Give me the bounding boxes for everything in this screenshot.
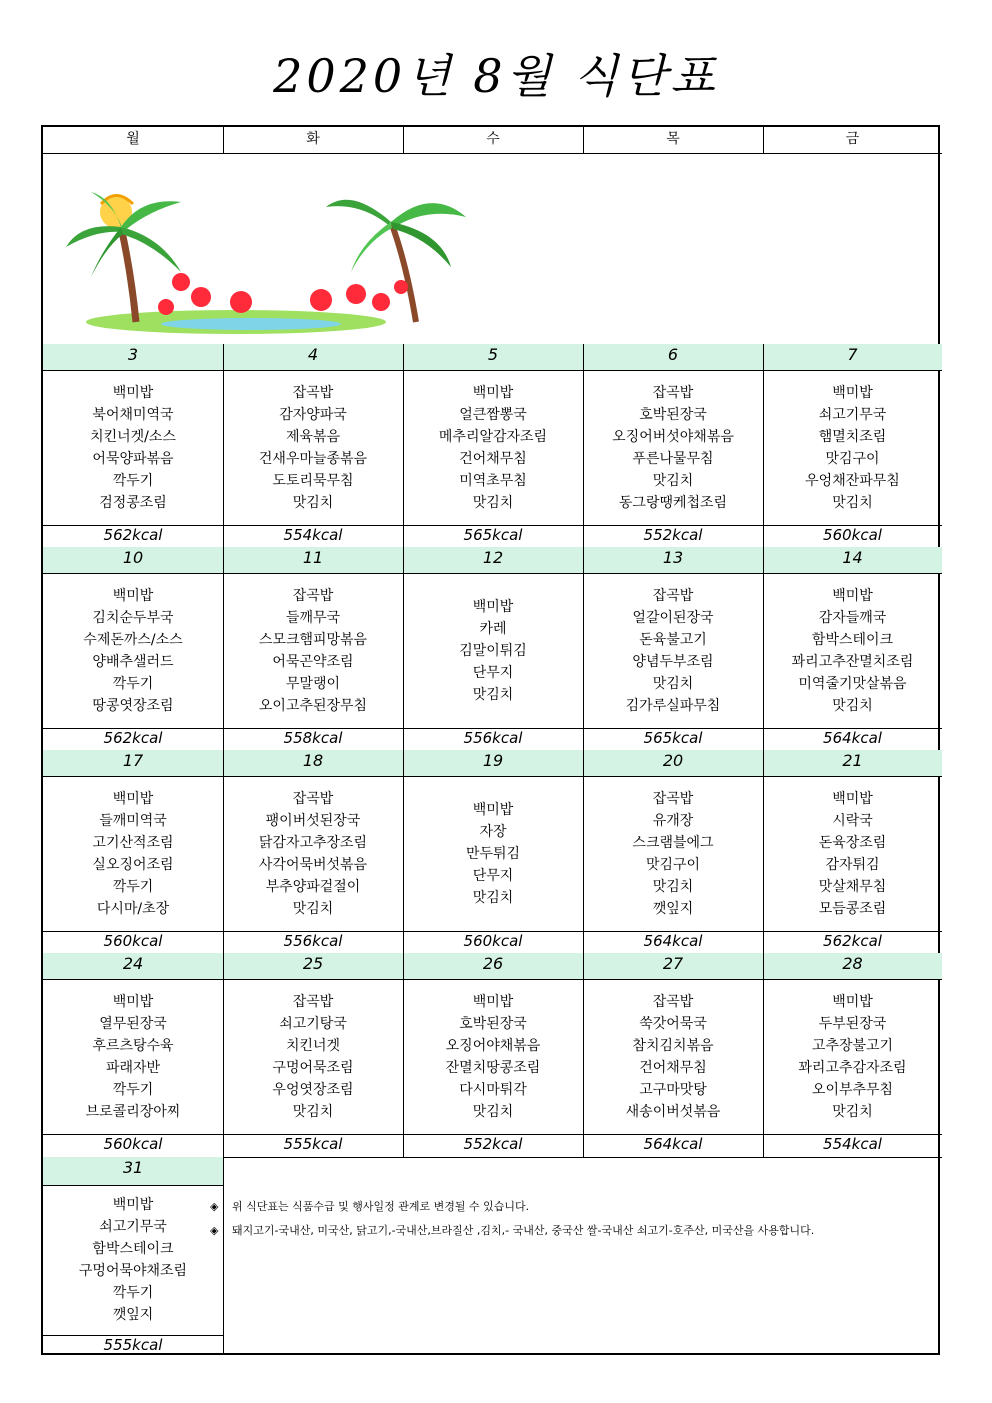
kcal-cell: 554kcal: [823, 1135, 882, 1153]
menu-cell: [763, 370, 942, 525]
menu-item: 깻잎지: [112, 1307, 154, 1323]
menu-item: 백미밥: [832, 587, 873, 604]
menu-item: 잡곡밥: [292, 384, 334, 401]
kcal-cell: 562kcal: [103, 526, 163, 544]
menu-item: 다시마튀각: [459, 1081, 527, 1098]
flowers: [158, 273, 408, 315]
grid-line: [583, 750, 584, 953]
date-cell: 6: [583, 344, 763, 370]
menu-item: 얼갈이된장국: [632, 609, 714, 626]
date-cell: 14: [763, 547, 942, 573]
note-text: 돼지고기-국내산, 미국산, 닭고기,-국내산,브라질산 ,김치,- 국내산, 중국산 쌀-국내산 쇠고기-호주산, 미국산을 사용합니다.: [232, 1224, 815, 1237]
menu-cell: [43, 370, 223, 525]
menu-item: 백미밥: [832, 790, 873, 807]
menu-item: 우엉엿장조림: [272, 1081, 354, 1098]
menu-item: 고기산적조림: [92, 834, 174, 851]
menu-item: 건새우마늘종볶음: [258, 450, 368, 467]
menu-item: 백미밥: [472, 598, 514, 615]
date-cell: 24: [43, 953, 223, 979]
menu-item: 열무된장국: [99, 1015, 167, 1032]
menu-cell: [43, 776, 223, 931]
grid-line: [763, 953, 764, 1157]
note-bullet: ◈: [210, 1200, 219, 1213]
date-cell: 20: [583, 750, 763, 776]
menu-cell: [223, 979, 403, 1134]
menu-item: 만두튀김: [465, 845, 521, 862]
menu-item: 호박된장국: [459, 1015, 527, 1032]
grid-line: [583, 344, 584, 547]
menu-item: 쇠고기무국: [818, 406, 887, 423]
kcal-cell: 560kcal: [463, 932, 523, 950]
menu-item: 돈육장조림: [818, 834, 887, 851]
grid-line: [763, 344, 764, 547]
menu-item: 팽이버섯된장국: [265, 812, 361, 829]
date-cell: 19: [403, 750, 583, 776]
grid-line: [403, 344, 404, 547]
menu-item: 고구마맛탕: [639, 1081, 707, 1098]
grid-line: [43, 931, 942, 932]
kcal-cell: 558kcal: [283, 729, 343, 747]
menu-item: 동그랑땡케첩조림: [618, 494, 728, 511]
menu-item: 검정콩조림: [99, 494, 167, 511]
menu-cell: [43, 1185, 223, 1335]
menu-item: 유개장: [652, 812, 694, 829]
menu-item: 백미밥: [472, 384, 514, 401]
grid-line: [583, 953, 584, 1157]
menu-cell: [403, 573, 583, 728]
menu-item: 백미밥: [112, 587, 154, 604]
kcal-cell: 552kcal: [463, 1135, 523, 1153]
menu-item: 백미밥: [472, 801, 514, 818]
date-cell: 21: [763, 750, 942, 776]
menu-cell: [763, 979, 942, 1134]
date-cell: 27: [583, 953, 763, 979]
menu-item: 두부된장국: [818, 1015, 887, 1032]
menu-item: 꽈리고추잔멸치조림: [791, 653, 914, 670]
date-cell: 17: [43, 750, 223, 776]
kcal-cell: 562kcal: [103, 729, 163, 747]
kcal-cell: 560kcal: [103, 932, 163, 950]
menu-item: 잡곡밥: [292, 587, 334, 604]
grid-line: [403, 750, 404, 953]
grid-line: [583, 547, 584, 750]
notes: [210, 1195, 814, 1243]
menu-cell: [403, 776, 583, 931]
date-cell: 13: [583, 547, 763, 573]
menu-item: 잡곡밥: [652, 384, 694, 401]
menu-item: 푸른나물무침: [632, 450, 714, 467]
date-cell: 31: [43, 1157, 223, 1185]
menu-item: 김가루실파무침: [625, 697, 721, 714]
grid-line: [43, 728, 942, 729]
menu-item: 잡곡밥: [652, 587, 694, 604]
menu-item: 맛김치: [292, 494, 334, 511]
date-cell: 10: [43, 547, 223, 573]
menu-cell: [583, 979, 763, 1134]
kcal-cell: 565kcal: [463, 526, 523, 544]
menu-item: 잔멸치땅콩조림: [445, 1059, 541, 1076]
menu-item: 오이부추무침: [811, 1081, 894, 1098]
menu-item: 깻잎지: [652, 900, 694, 917]
date-cell: 26: [403, 953, 583, 979]
kcal-cell: 564kcal: [643, 932, 703, 950]
grid-line: [223, 750, 224, 953]
menu-item: 맛김치: [832, 1103, 873, 1120]
menu-item: 맛김치: [832, 697, 873, 714]
day-header: 수: [486, 131, 500, 147]
menu-item: 자장: [479, 823, 507, 840]
palm-tree-illustration: [61, 182, 481, 342]
menu-item: 모듬콩조림: [818, 900, 887, 917]
grid-line: [403, 547, 404, 750]
menu-cell: [403, 370, 583, 525]
date-cell: 4: [223, 344, 403, 370]
date-cell: 7: [763, 344, 942, 370]
menu-item: 맛김구이: [645, 856, 701, 873]
menu-item: 어묵곤약조림: [272, 653, 354, 670]
menu-item: 얼큰짬뽕국: [459, 406, 527, 423]
menu-item: 백미밥: [112, 790, 154, 807]
menu-cell: [223, 370, 403, 525]
menu-item: 감자양파국: [279, 406, 347, 423]
menu-item: 맛김치: [832, 494, 873, 511]
menu-item: 부추양파겉절이: [265, 878, 361, 895]
grid-line: [403, 953, 404, 1157]
menu-item: 브로콜리장아찌: [85, 1103, 181, 1120]
menu-item: 도토리묵무침: [272, 472, 354, 489]
kcal-cell: 552kcal: [643, 526, 703, 544]
menu-item: 맛김치: [292, 1103, 334, 1120]
menu-item: 감자들깨국: [818, 609, 887, 626]
menu-item: 사각어묵버섯볶음: [258, 856, 368, 873]
grid-line: [223, 127, 224, 153]
menu-item: 미역줄기맛살볶음: [798, 675, 907, 692]
menu-item: 쑥갓어묵국: [639, 1015, 707, 1032]
page-title: 2020년 8월 식단표: [273, 49, 719, 103]
grid-line: [223, 547, 224, 750]
menu-item: 함박스테이크: [811, 631, 894, 648]
grid-line: [763, 750, 764, 953]
menu-item: 오징어야채볶음: [445, 1037, 541, 1054]
grid-line: [223, 344, 224, 547]
menu-item: 햄멸치조림: [818, 428, 887, 445]
menu-item: 깍두기: [112, 675, 154, 692]
grid-line: [43, 979, 942, 980]
date-cell: 12: [403, 547, 583, 573]
menu-item: 어묵양파볶음: [92, 450, 174, 467]
grid-line: [583, 127, 584, 153]
menu-item: 맛김치: [472, 686, 514, 703]
menu-item: 맛김치: [472, 494, 514, 511]
menu-item: 깍두기: [112, 1081, 154, 1098]
grid-line: [43, 573, 942, 574]
menu-item: 백미밥: [832, 384, 873, 401]
grid-line: [43, 370, 942, 371]
menu-item: 감자튀김: [825, 856, 880, 873]
menu-item: 꽈리고추감자조림: [798, 1059, 907, 1076]
menu-item: 들깨미역국: [99, 812, 167, 829]
menu-item: 닭감자고추장조림: [258, 834, 368, 851]
grid-line: [43, 776, 942, 777]
menu-item: 실오징어조림: [92, 856, 174, 873]
kcal-cell: 555kcal: [103, 1336, 163, 1354]
menu-item: 무말랭이: [285, 675, 341, 692]
menu-item: 건어채무침: [459, 450, 527, 467]
menu-item: 깍두기: [112, 1285, 154, 1301]
kcal-cell: 564kcal: [823, 729, 882, 747]
menu-item: 제육볶음: [285, 428, 341, 445]
menu-cell: [43, 573, 223, 728]
date-cell: 25: [223, 953, 403, 979]
menu-item: 고추장불고기: [811, 1037, 894, 1054]
menu-item: 깍두기: [112, 472, 154, 489]
menu-cell: [763, 776, 942, 931]
menu-item: 메추리알감자조림: [438, 428, 548, 445]
menu-item: 김치순두부국: [92, 609, 174, 626]
menu-item: 후르츠탕수육: [92, 1037, 174, 1054]
menu-item: 파래자반: [105, 1059, 161, 1076]
menu-item: 시락국: [832, 812, 873, 829]
kcal-cell: 562kcal: [823, 932, 882, 950]
menu-item: 맛김치: [472, 889, 514, 906]
menu-item: 백미밥: [112, 1197, 154, 1213]
menu-item: 미역초무침: [459, 472, 527, 489]
grid-line: [43, 1335, 223, 1336]
menu-item: 구멍어묵야채조림: [78, 1263, 188, 1279]
menu-item: 오이고추된장무침: [258, 697, 368, 714]
grid-line: [43, 1134, 942, 1135]
menu-item: 북어채미역국: [92, 406, 174, 423]
grid-line: [43, 525, 942, 526]
menu-item: 백미밥: [472, 993, 514, 1010]
menu-item: 맛김치: [472, 1103, 514, 1120]
day-header: 화: [306, 131, 320, 147]
day-header: 목: [666, 131, 680, 147]
menu-item: 카레: [479, 620, 507, 637]
menu-item: 우엉채잔파무침: [805, 472, 900, 489]
grid-line: [43, 1185, 223, 1186]
menu-item: 호박된장국: [639, 406, 707, 423]
menu-item: 잡곡밥: [292, 993, 334, 1010]
date-cell: 5: [403, 344, 583, 370]
menu-item: 김말이튀김: [459, 642, 527, 659]
menu-item: 구멍어묵조림: [272, 1059, 354, 1076]
grid-line: [403, 127, 404, 153]
kcal-cell: 564kcal: [643, 1135, 703, 1153]
menu-item: 다시마/초장: [96, 900, 170, 917]
menu-item: 백미밥: [112, 993, 154, 1010]
day-header: 월: [126, 131, 140, 147]
kcal-cell: 556kcal: [283, 932, 343, 950]
menu-item: 단무지: [472, 664, 514, 681]
note-item: [210, 1219, 814, 1243]
menu-item: 맛김치: [292, 900, 334, 917]
menu-item: 스크램블에그: [632, 834, 714, 851]
menu-item: 쇠고기무국: [99, 1219, 167, 1235]
menu-cell: [223, 776, 403, 931]
menu-item: 들깨무국: [285, 609, 341, 626]
menu-item: 쇠고기탕국: [279, 1015, 347, 1032]
menu-item: 함박스테이크: [92, 1241, 174, 1257]
menu-item: 참치김치볶음: [632, 1037, 714, 1054]
menu-cell: [583, 573, 763, 728]
menu-item: 맛김치: [652, 878, 694, 895]
menu-item: 수제돈까스/소스: [83, 631, 183, 648]
note-bullet: ◈: [210, 1224, 219, 1237]
menu-item: 치킨너겟: [285, 1037, 341, 1054]
menu-item: 깍두기: [112, 878, 154, 895]
grid-line: [223, 953, 224, 1157]
menu-cell: [223, 573, 403, 728]
kcal-cell: 560kcal: [823, 526, 882, 544]
date-cell: 11: [223, 547, 403, 573]
note-item: [210, 1195, 814, 1219]
kcal-cell: 565kcal: [643, 729, 703, 747]
kcal-cell: 554kcal: [283, 526, 343, 544]
date-cell: 18: [223, 750, 403, 776]
kcal-cell: 560kcal: [103, 1135, 163, 1153]
menu-item: 돈육불고기: [639, 631, 707, 648]
menu-item: 백미밥: [112, 384, 154, 401]
grid-line: [763, 127, 764, 153]
menu-item: 맛김치: [652, 472, 694, 489]
menu-item: 양념두부조림: [632, 653, 714, 670]
menu-cell: [403, 979, 583, 1134]
grid-line: [763, 547, 764, 750]
menu-item: 스모크햄피망볶음: [258, 631, 368, 648]
menu-item: 백미밥: [832, 993, 873, 1010]
menu-item: 잡곡밥: [292, 790, 334, 807]
menu-item: 치킨너겟/소스: [90, 428, 176, 445]
menu-item: 맛김치: [652, 675, 694, 692]
menu-item: 새송이버섯볶음: [625, 1103, 721, 1120]
menu-item: 맛김구이: [825, 450, 880, 467]
grid-line: [223, 1157, 224, 1355]
menu-item: 맛살채무침: [818, 878, 887, 895]
grid-line: [43, 153, 942, 154]
date-cell: 28: [763, 953, 942, 979]
menu-item: 양배추샐러드: [92, 653, 174, 670]
kcal-cell: 555kcal: [283, 1135, 343, 1153]
menu-item: 잡곡밥: [652, 790, 694, 807]
kcal-cell: 556kcal: [463, 729, 523, 747]
menu-item: 오징어버섯야채볶음: [612, 428, 734, 445]
menu-item: 땅콩엿장조림: [92, 697, 174, 714]
menu-cell: [43, 979, 223, 1134]
menu-cell: [583, 776, 763, 931]
menu-table: [41, 125, 940, 1355]
menu-cell: [583, 370, 763, 525]
date-cell: 3: [43, 344, 223, 370]
menu-item: 단무지: [472, 867, 514, 884]
menu-item: 건어채무침: [639, 1059, 707, 1076]
menu-item: 잡곡밥: [652, 993, 694, 1010]
day-header: 금: [845, 131, 860, 147]
menu-cell: [763, 573, 942, 728]
note-text: 위 식단표는 식품수급 및 행사일정 관계로 변경될 수 있습니다.: [232, 1200, 530, 1213]
